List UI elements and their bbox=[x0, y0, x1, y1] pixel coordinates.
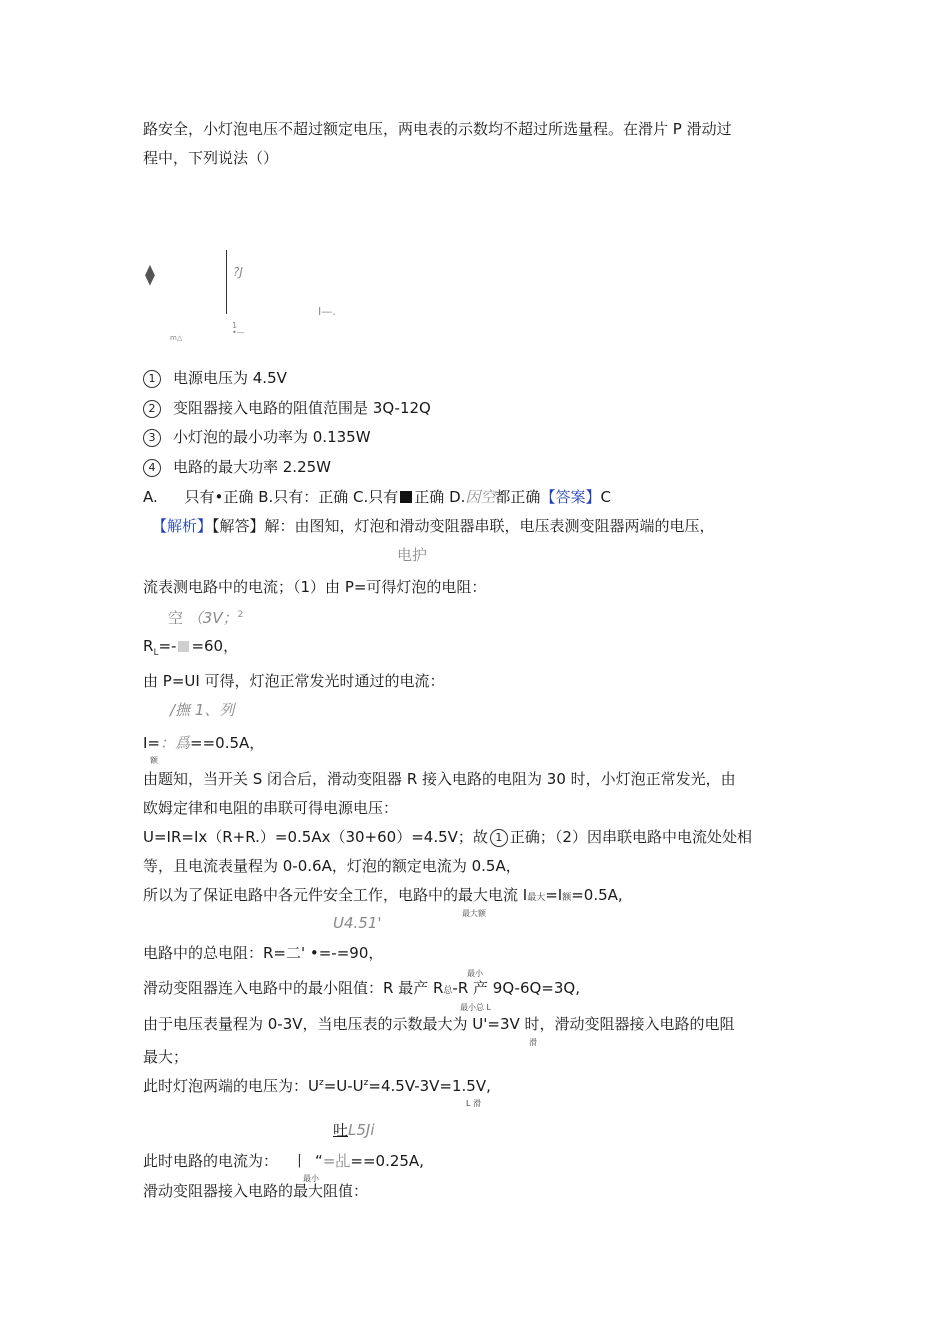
line14-bar: 丨 bbox=[292, 1152, 308, 1170]
line8-mid: =I bbox=[545, 886, 563, 904]
figure-label-c: 1 bbox=[232, 321, 238, 330]
analysis-line-15: 滑动变阻器接入电路的最大阻值： bbox=[143, 1182, 369, 1200]
analysis-line-11 bbox=[143, 1014, 735, 1034]
line14-text: 此时电路的电流为： bbox=[143, 1152, 279, 1170]
line13-sup1: z bbox=[318, 1078, 324, 1088]
option-4 bbox=[143, 457, 331, 477]
line8-tail: =0.5A, bbox=[571, 886, 623, 904]
option-3 bbox=[143, 427, 371, 447]
rl-formula bbox=[143, 636, 238, 663]
tiny-label-1: 最小 bbox=[467, 969, 483, 978]
circled-number: 2 bbox=[143, 400, 161, 418]
choice-c: C.只有 bbox=[353, 488, 399, 506]
i-a: I= bbox=[143, 734, 160, 752]
line10-tail: -R 产 9Q-6Q=3Q, bbox=[452, 979, 580, 997]
tiny-label-4: L 滑 bbox=[466, 1099, 481, 1108]
line8-sub2: 额 bbox=[562, 893, 572, 903]
analysis-line-9: 电路中的总电阻：R=二' •=-=90， bbox=[143, 944, 384, 962]
analysis-line-3: 由 P=UI 可得，灯泡正常发光时通过的电流： bbox=[143, 672, 445, 690]
analysis-tag: 【解析】 bbox=[152, 517, 213, 535]
ammeter-label: 电护 bbox=[397, 546, 428, 564]
solution-tag: 【解答】 bbox=[212, 517, 265, 535]
analysis-line-13 bbox=[143, 1073, 491, 1096]
i-formula bbox=[143, 733, 264, 753]
line14-italic: =乩 bbox=[322, 1152, 351, 1170]
rl-c: =60， bbox=[191, 637, 239, 655]
circuit-wire bbox=[226, 250, 227, 314]
tiny-label-2: 最小总 L bbox=[460, 1003, 491, 1012]
switch-symbol-icon: ⧫ bbox=[145, 262, 155, 286]
rl-sub: L bbox=[153, 648, 159, 658]
analysis-line-12: 最大； bbox=[143, 1048, 189, 1066]
analysis-line-4: 由题知，当开关 S 闭合后，滑动变阻器 R 接入电路的电阻为 30 时，小灯泡正常发光，由 bbox=[143, 770, 736, 788]
option-1 bbox=[143, 368, 287, 388]
line8-subscript: 最大额 bbox=[462, 909, 486, 918]
answer-tag: 【答案】 bbox=[540, 488, 601, 506]
tiny-label-3: 滑 bbox=[529, 1038, 537, 1047]
choice-c-tail: 正确 bbox=[414, 488, 445, 506]
analysis-line-10 bbox=[143, 978, 580, 1001]
frac1-italic: （3V； bbox=[187, 609, 238, 627]
option-text: 电路的最大功率 2.25W bbox=[173, 458, 331, 476]
circled-number: 3 bbox=[143, 429, 161, 447]
i-subscript: 额 bbox=[150, 756, 158, 765]
choice-a-label: A. bbox=[143, 488, 158, 506]
analysis-line-14 bbox=[143, 1151, 424, 1171]
line13-sup2: z bbox=[363, 1078, 369, 1088]
figure-label-d: m△ bbox=[170, 334, 183, 342]
analysis-line-8 bbox=[143, 885, 623, 908]
line13-text: 此时灯泡两端的电压为：U bbox=[143, 1077, 319, 1095]
figure-label-b: I—. bbox=[318, 305, 336, 318]
fraction-4-top bbox=[333, 1120, 375, 1140]
line14-quote: “ bbox=[315, 1152, 323, 1170]
option-text: 变阻器接入电路的阻值范围是 3Q-12Q bbox=[173, 399, 431, 417]
gray-square-icon bbox=[178, 641, 189, 652]
analysis-line-5: 欧姆定律和电阻的串联可得电源电压： bbox=[143, 799, 399, 817]
choice-d-italic: 因空 bbox=[465, 488, 496, 506]
frac4-italic: L5Ji bbox=[348, 1121, 375, 1139]
circled-number: 4 bbox=[143, 459, 161, 477]
line11-text: 由于电压表量程为 0-3V，当电压表的示数最大为 U bbox=[143, 1015, 484, 1033]
option-2 bbox=[143, 398, 431, 418]
tiny-label-5: 最小 bbox=[303, 1174, 319, 1183]
figure-wire-mark: •— bbox=[232, 328, 245, 337]
fraction-3-top: U4.51' bbox=[333, 914, 382, 932]
line14-tail: ==0.25A, bbox=[350, 1152, 424, 1170]
circled-number: 1 bbox=[143, 370, 161, 388]
i-italic: ：爲 bbox=[160, 734, 191, 752]
line13-mid: =U-U bbox=[323, 1077, 364, 1095]
line8-sub1: 最大 bbox=[527, 893, 546, 903]
line8-text: 所以为了保证电路中各元件安全工作，电路中的最大电流 I bbox=[143, 886, 528, 904]
choice-d: D. bbox=[449, 488, 466, 506]
line11-tail: '=3V 时，滑动变阻器接入电路的电阻 bbox=[483, 1015, 735, 1033]
option-text: 小灯泡的最小功率为 0.135W bbox=[173, 428, 371, 446]
frac1-text: 空 bbox=[168, 609, 184, 627]
black-square-icon bbox=[400, 491, 412, 503]
choices-line bbox=[143, 487, 611, 507]
analysis-line-7: 等，且电流表量程为 0-0.6A，灯泡的额定电流为 0.5A， bbox=[143, 857, 521, 875]
line10-text: 滑动变阻器连入电路中的最小阻值：R 最产 R bbox=[143, 979, 444, 997]
rl-a: R bbox=[143, 637, 154, 655]
analysis-line-6 bbox=[143, 827, 752, 847]
choice-d-tail: 都正确 bbox=[495, 488, 541, 506]
frac1-sup: 2 bbox=[237, 610, 244, 620]
line10-sub: 总 bbox=[443, 986, 453, 996]
circled-number: 1 bbox=[490, 829, 508, 847]
analysis-text: 解：由图知，灯泡和滑动变阻器串联，电压表测变阻器两端的电压， bbox=[264, 517, 715, 535]
line6-text: U=IR=Ix（R+R.）=0.5Ax（30+60）=4.5V；故 bbox=[143, 828, 488, 846]
figure-label-a: ?J bbox=[233, 265, 243, 279]
line6-tail: 正确；（2）因串联电路中电流处处相 bbox=[509, 828, 752, 846]
question-text-line-2: 程中，下列说法（） bbox=[143, 149, 279, 167]
fraction-1-top bbox=[168, 605, 243, 628]
answer-value: C bbox=[600, 488, 611, 506]
analysis-line-1 bbox=[152, 516, 715, 536]
choice-a: 只有•正确 bbox=[184, 488, 254, 506]
analysis-line-2: 流表测电路中的电流；（1）由 P=可得灯泡的电阻： bbox=[143, 578, 487, 596]
choice-b: B.只有：正确 bbox=[258, 488, 349, 506]
frac4-text: 吐 bbox=[333, 1121, 349, 1139]
fraction-2-top: /撫 1、列 bbox=[170, 701, 235, 719]
i-b: ==0.5A， bbox=[190, 734, 265, 752]
rl-b: =- bbox=[158, 637, 177, 655]
line13-tail: =4.5V-3V=1.5V, bbox=[368, 1077, 491, 1095]
question-text-line-1: 路安全，小灯泡电压不超过额定电压，两电表的示数均不超过所选量程。在滑片 P 滑动过 bbox=[143, 120, 732, 138]
option-text: 电源电压为 4.5V bbox=[173, 369, 287, 387]
